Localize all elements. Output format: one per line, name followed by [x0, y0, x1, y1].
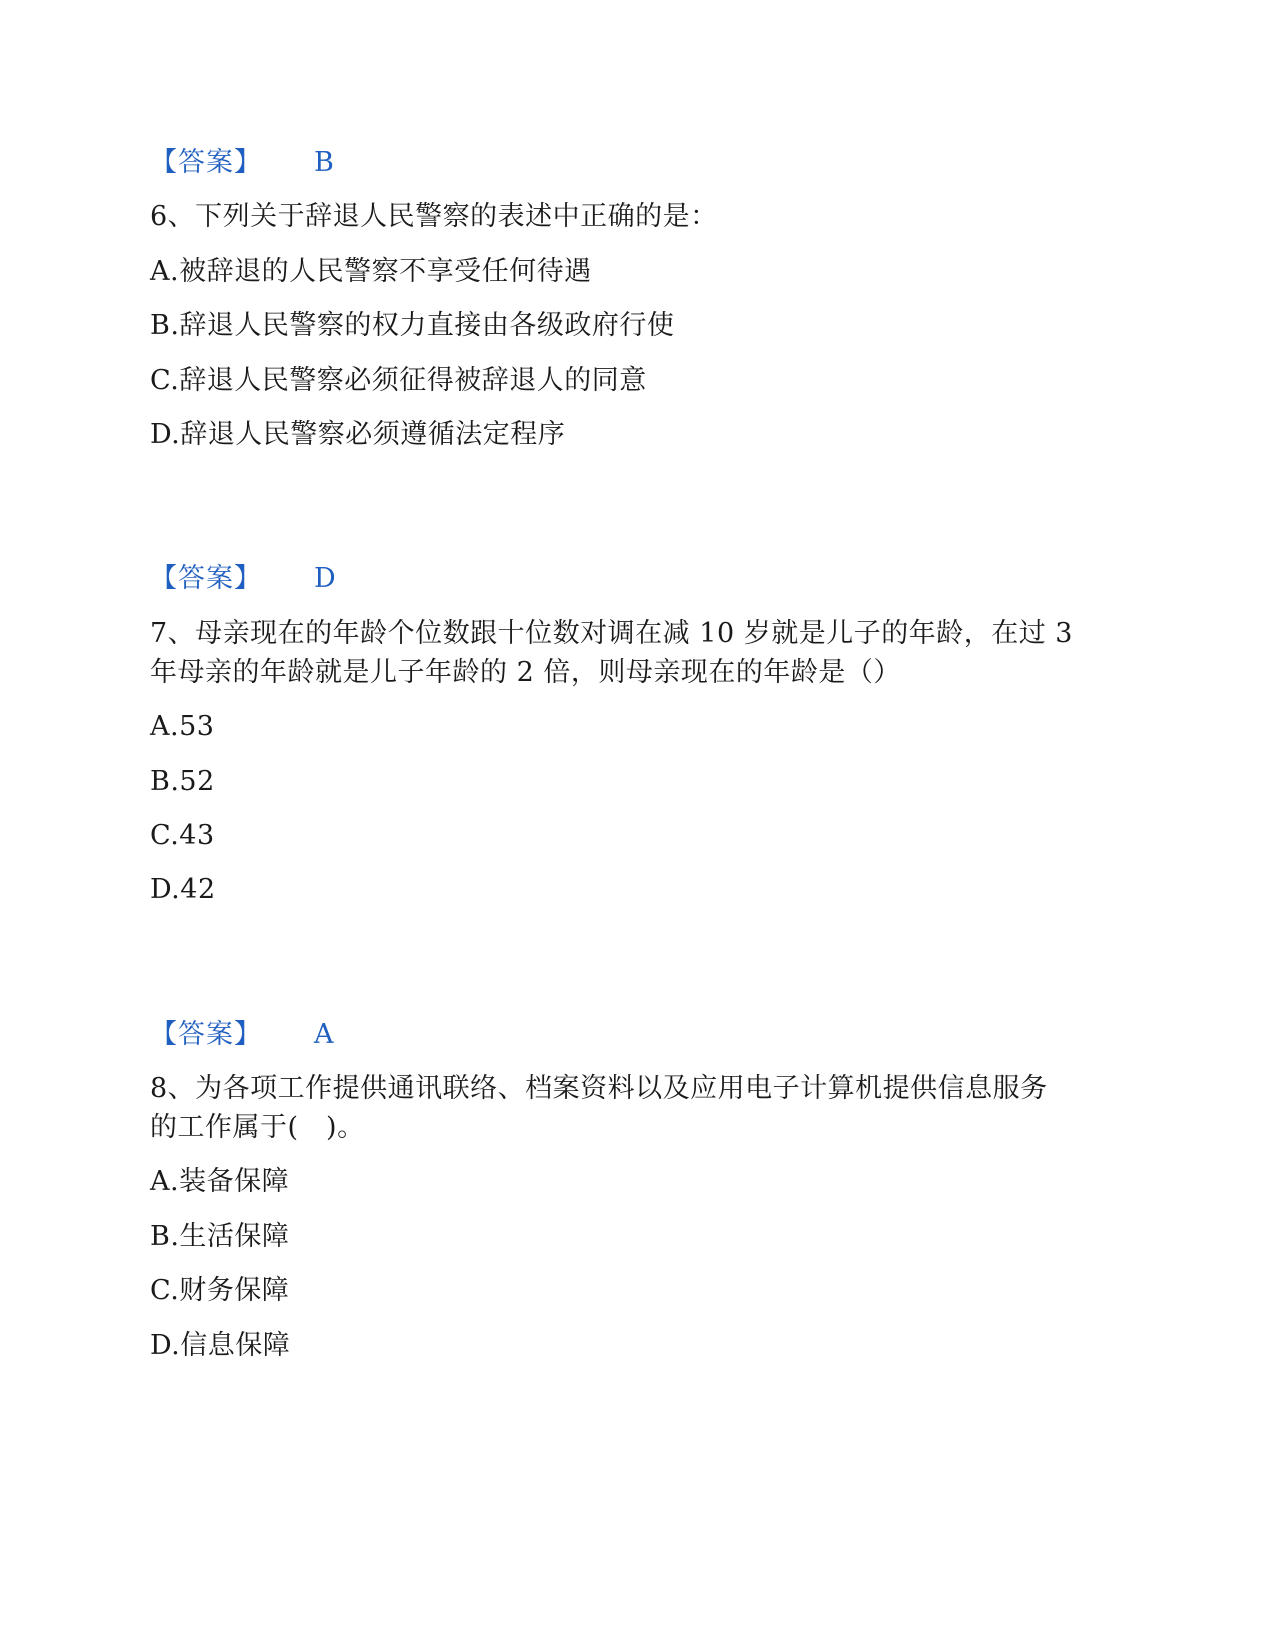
- answer-value: B: [314, 147, 334, 178]
- question-text-line-2: 的工作属于( )。: [150, 1112, 365, 1143]
- option-b: B.52: [150, 766, 215, 797]
- option-d: D.42: [150, 874, 216, 905]
- question-text-line-1: 8、为各项工作提供通讯联络、档案资料以及应用电子计算机提供信息服务: [150, 1073, 1048, 1104]
- answer-value: D: [314, 563, 336, 594]
- option-a: A.装备保障: [150, 1166, 290, 1197]
- answer-line: [150, 561, 336, 597]
- option-c: C.43: [150, 820, 215, 851]
- question-text-line-1: 7、母亲现在的年龄个位数跟十位数对调在减 10 岁就是儿子的年龄，在过 3: [150, 618, 1073, 649]
- option-c: C.辞退人民警察必须征得被辞退人的同意: [150, 365, 647, 396]
- question-text: 6、下列关于辞退人民警察的表述中正确的是：: [150, 201, 718, 232]
- option-c: C.财务保障: [150, 1275, 290, 1306]
- answer-line: [150, 1017, 334, 1053]
- option-a: A.53: [150, 711, 215, 742]
- option-b: B.辞退人民警察的权力直接由各级政府行使: [150, 310, 675, 341]
- option-a: A.被辞退的人民警察不享受任何待遇: [150, 256, 592, 287]
- option-b: B.生活保障: [150, 1221, 290, 1252]
- question-text-line-2: 年母亲的年龄就是儿子年龄的 2 倍，则母亲现在的年龄是（）: [150, 657, 901, 688]
- option-d: D.信息保障: [150, 1330, 291, 1361]
- answer-label: 【答案】: [150, 147, 262, 178]
- answer-label: 【答案】: [150, 563, 262, 594]
- answer-line: [150, 145, 334, 181]
- option-d: D.辞退人民警察必须遵循法定程序: [150, 419, 566, 450]
- answer-value: A: [314, 1019, 334, 1050]
- answer-label: 【答案】: [150, 1019, 262, 1050]
